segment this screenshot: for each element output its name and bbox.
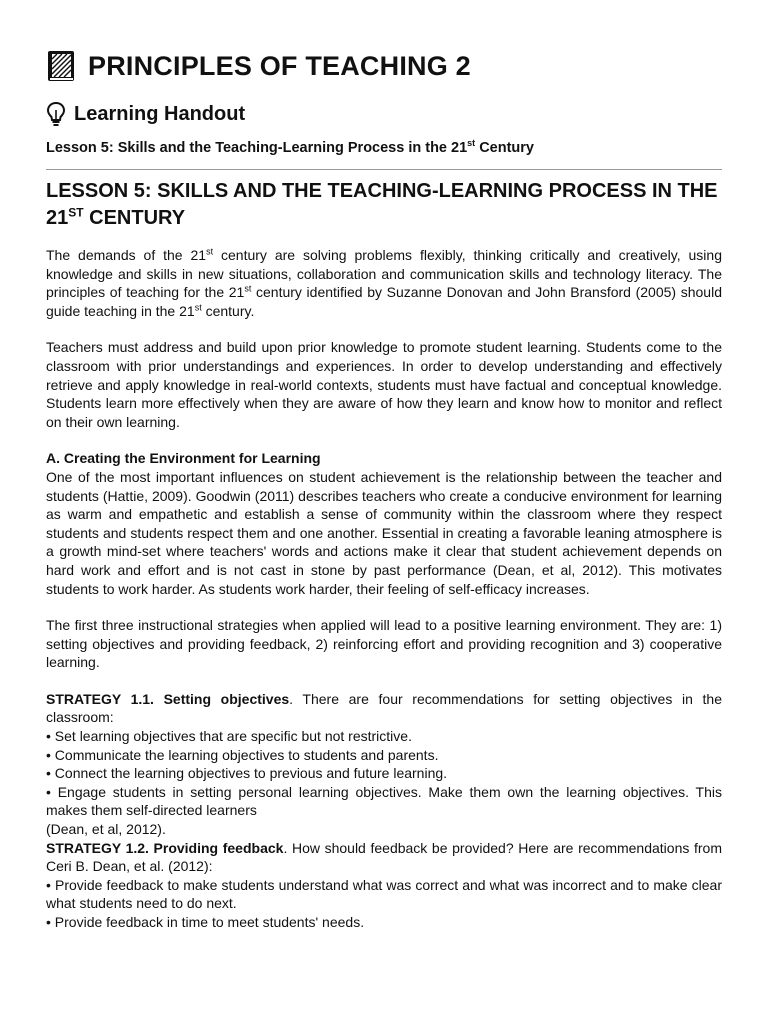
ordinal-suffix: st xyxy=(467,138,476,149)
document-title: PRINCIPLES OF TEACHING 2 xyxy=(88,50,471,81)
strategy-1-2-text: . How should feedback be provided? Here are recommendations from Ceri B. Dean, et al. (2012): xyxy=(46,839,722,875)
title-row xyxy=(46,44,722,88)
list-item: • Communicate the learning objectives to students and parents. xyxy=(46,746,439,763)
subtitle-row xyxy=(46,100,722,128)
lesson-heading xyxy=(46,178,722,232)
strategy-1-2-title: STRATEGY 1.2. Providing feedback xyxy=(46,839,284,856)
lesson-subheading-end: Century xyxy=(475,140,534,156)
list-item: • Set learning objectives that are specific but not restrictive. xyxy=(46,728,412,745)
strategy-1-2 xyxy=(46,839,722,876)
citation: (Dean, et al, 2012). xyxy=(46,821,166,838)
lesson-subheading xyxy=(46,140,722,156)
paragraph-environment: One of the most important influences on student achievement is the relationship between the teacher and students (Hattie, 2009). Goodwin (2011) describes teachers who create a conducive environment for learning as warm and empathetic and establish a sense of community within the classroom where they respect students and students respect them and one another. Essential in creating a favorable leaning atmosphere is a growth mind-set where teachers' words and actions make it clear that student achievement depends on hard work and effort and is not cast in stone by past performance (Dean, et al, 2012). This motivates students to work harder. As students work harder, their feeling of self-efficacy increases. xyxy=(46,468,722,597)
ordinal-suffix: ST xyxy=(68,205,84,220)
strategy-1-1-title: STRATEGY 1.1. Setting objectives xyxy=(46,690,290,707)
lesson-heading-end: CENTURY xyxy=(83,207,186,229)
text-run: century are solving problems flexibly, thinking critically and creatively, using knowledge and skills in new situations, collaboration and communication skills and technology literacy. The principles of teaching for the 21 xyxy=(46,247,722,301)
lesson-subheading-text: Lesson 5: Skills and the Teaching-Learning Process in the 21 xyxy=(46,140,468,156)
paragraph-intro xyxy=(46,246,722,320)
lesson-heading-text: LESSON 5: SKILLS AND THE TEACHING-LEARNING PROCESS IN THE 21 xyxy=(46,180,718,229)
strategy-1-1 xyxy=(46,690,722,727)
divider xyxy=(46,169,722,170)
book-icon xyxy=(46,49,76,83)
paragraph-prior-knowledge: Teachers must address and build upon prior knowledge to promote student learning. Students come to the classroom with prior understandings and experiences. In order to develop understanding and effectively retrieve and apply knowledge in real-world contexts, students must have factual and conceptual knowledge. Students learn more effectively when they are aware of how they learn and know how to monitor and reflect on their own learning. xyxy=(46,339,722,430)
section-heading-a: A. Creating the Environment for Learning xyxy=(46,450,321,467)
ordinal-suffix: st xyxy=(194,302,202,313)
lightbulb-icon xyxy=(46,101,66,127)
list-item: • Connect the learning objectives to previous and future learning. xyxy=(46,765,448,782)
strategy-1-1-text: . There are four recommendations for setting objectives in the classroom: xyxy=(46,690,722,726)
list-item: • Provide feedback in time to meet students' needs. xyxy=(46,914,365,930)
paragraph-strategies: The first three instructional strategies when applied will lead to a positive learning environment. They are: 1) setting objectives and providing feedback, 2) reinforcing effort and providing recognition and 3) cooperative learning. xyxy=(46,617,722,671)
text-run: century identified by Suzanne Donovan and John Bransford (2005) should guide teaching in the 21 xyxy=(46,284,722,319)
text-run: The demands of the 21 xyxy=(46,247,207,263)
ordinal-suffix: st xyxy=(206,246,214,257)
ordinal-suffix: st xyxy=(244,283,252,294)
list-item: • Engage students in setting personal learning objectives. Make them own the learning objectives. This makes them self-directed learners xyxy=(46,783,722,819)
list-item: • Provide feedback to make students understand what was correct and what was incorrect and to make clear what students need to do next. xyxy=(46,876,722,912)
handout-subtitle: Learning Handout xyxy=(74,102,246,125)
text-run: century. xyxy=(201,302,255,319)
document-body xyxy=(46,246,722,932)
